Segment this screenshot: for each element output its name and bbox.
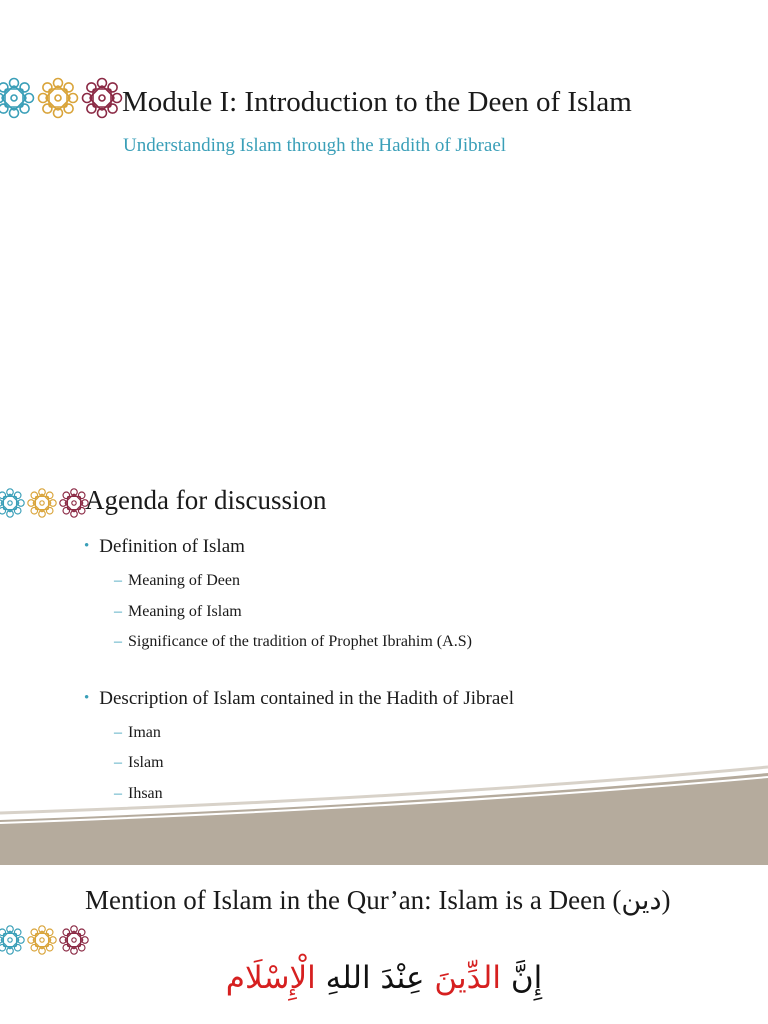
arabic-word: إِنَّ [510,960,543,996]
slide-title-heading: Module I: Introduction to the Deen of Islam [122,86,632,118]
ornament-group [0,487,90,519]
footer-swoosh [0,765,768,865]
ornament-group [0,924,90,956]
teal-rosette-icon [0,924,26,956]
bullet-icon: • [84,538,90,554]
agenda-heading: Agenda for discussion [85,485,327,515]
list-item [114,718,764,749]
quran-heading: Mention of Islam in the Qur’an: Islam is a Deen (دين) [85,885,671,915]
maroon-rosette-icon [80,76,124,120]
arabic-verse [0,960,768,996]
arabic-word-highlight: الدِّينَ [434,960,501,996]
gold-rosette-icon [36,76,80,120]
gold-rosette-icon [26,924,58,956]
ornament-group [0,76,124,120]
list-item [114,627,764,658]
slide-quran-mention [0,865,768,1024]
slide-agenda [0,440,768,865]
agenda-group [84,536,764,658]
dash-icon: – [114,572,122,589]
list-item [114,566,764,597]
dash-icon: – [114,723,122,741]
list-item-label: Iman [128,723,161,741]
arabic-word: عِنْدَ اللهِ [325,960,425,996]
gold-rosette-icon [26,487,58,519]
dash-icon: – [114,602,122,620]
spacer [84,658,764,688]
dash-icon: – [114,633,122,650]
list-item-label: Islam [128,754,164,771]
list-item-label: Significance of the tradition of Prophet Ibrahim (A.S) [128,633,472,650]
teal-rosette-icon [0,487,26,519]
list-item-label: Meaning of Deen [128,572,240,589]
arabic-word-highlight: الْإِسْلَام [225,960,316,996]
bullet-icon: • [84,689,90,706]
dash-icon: – [114,784,122,802]
list-item [114,597,764,628]
slide-subtitle: Understanding Islam through the Hadith of Jibrael [123,135,507,156]
dash-icon: – [114,754,122,771]
agenda-group-label: Description of Islam contained in the Hadith of Jibrael [99,687,514,709]
maroon-rosette-icon [58,924,90,956]
list-item-label: Ihsan [128,784,163,802]
agenda-group-label: Definition of Islam [99,536,245,557]
teal-rosette-icon [0,76,36,120]
agenda-sublist [114,566,764,658]
slide-title [0,0,768,440]
list-item-label: Meaning of Islam [128,602,242,620]
